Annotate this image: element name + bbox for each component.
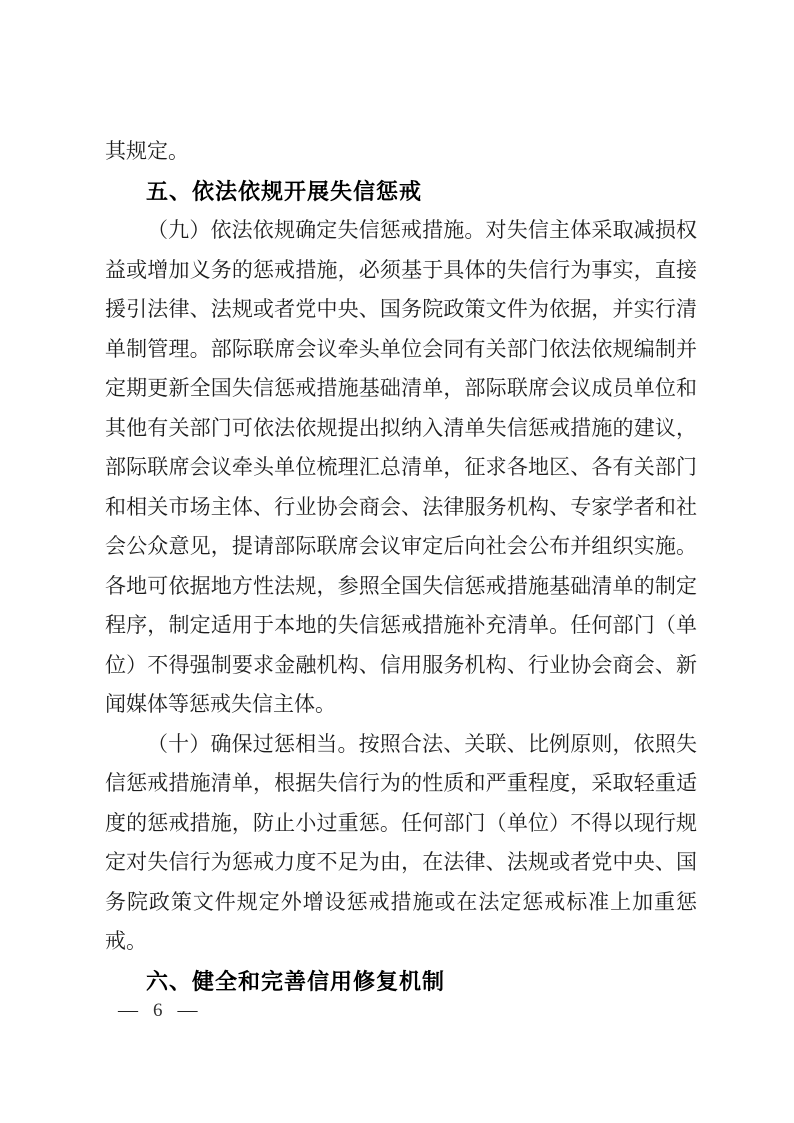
text-line: 度的惩戒措施，防止小过重惩。任何部门（单位）不得以现行规 (105, 810, 697, 835)
text-line: 单制管理。部际联席会议牵头单位会同有关部门依法依规编制并 (105, 336, 697, 361)
text-line: 定期更新全国失信惩戒措施基础清单，部际联席会议成员单位和 (105, 376, 697, 400)
footer-left-dash: — (118, 999, 138, 1021)
text-line: 信惩戒措施清单，根据失信行为的性质和严重程度，采取轻重适 (105, 771, 697, 795)
page-footer (118, 997, 198, 1023)
text-line: 务院政策文件规定外增设惩戒措施或在法定惩戒标准上加重惩 (105, 889, 697, 914)
document-body (105, 132, 697, 1001)
text-line: 程序，制定适用于本地的失信惩戒措施补充清单。任何部门（单 (105, 613, 697, 637)
text-line: 部际联席会议牵头单位梳理汇总清单，征求各地区、各有关部门 (105, 455, 697, 479)
text-line: 闻媒体等惩戒失信主体。 (105, 692, 336, 716)
text-line: 其他有关部门可依法依规提出拟纳入清单失信惩戒措施的建议， (105, 415, 697, 440)
section-heading: 六、健全和完善信用修复机制 (146, 968, 446, 994)
text-line: 定对失信行为惩戒力度不足为由，在法律、法规或者党中央、国 (105, 850, 697, 874)
text-line: 戒。 (105, 929, 147, 953)
text-line: 位）不得强制要求金融机构、信用服务机构、行业协会商会、新 (105, 652, 697, 677)
text-line: （九）依法依规确定失信惩戒措施。对失信主体采取减损权 (147, 218, 697, 242)
text-line: （十）确保过惩相当。按照合法、关联、比例原则，依照失 (147, 731, 697, 756)
text-line: 会公众意见，提请部际联席会议审定后向社会公布并组织实施。 (105, 534, 697, 558)
text-line: 和相关市场主体、行业协会商会、法律服务机构、专家学者和社 (105, 494, 697, 519)
text-line: 援引法律、法规或者党中央、国务院政策文件为依据，并实行清 (105, 297, 697, 321)
text-line: 益或增加义务的惩戒措施，必须基于具体的失信行为事实，直接 (105, 257, 697, 282)
page-number: 6 (153, 1000, 163, 1021)
footer-right-dash: — (177, 999, 198, 1021)
text-line: 其规定。 (105, 139, 189, 163)
text-line: 各地可依据地方性法规，参照全国失信惩戒措施基础清单的制定 (105, 573, 697, 598)
section-heading: 五、依法依规开展失信惩戒 (146, 178, 423, 204)
